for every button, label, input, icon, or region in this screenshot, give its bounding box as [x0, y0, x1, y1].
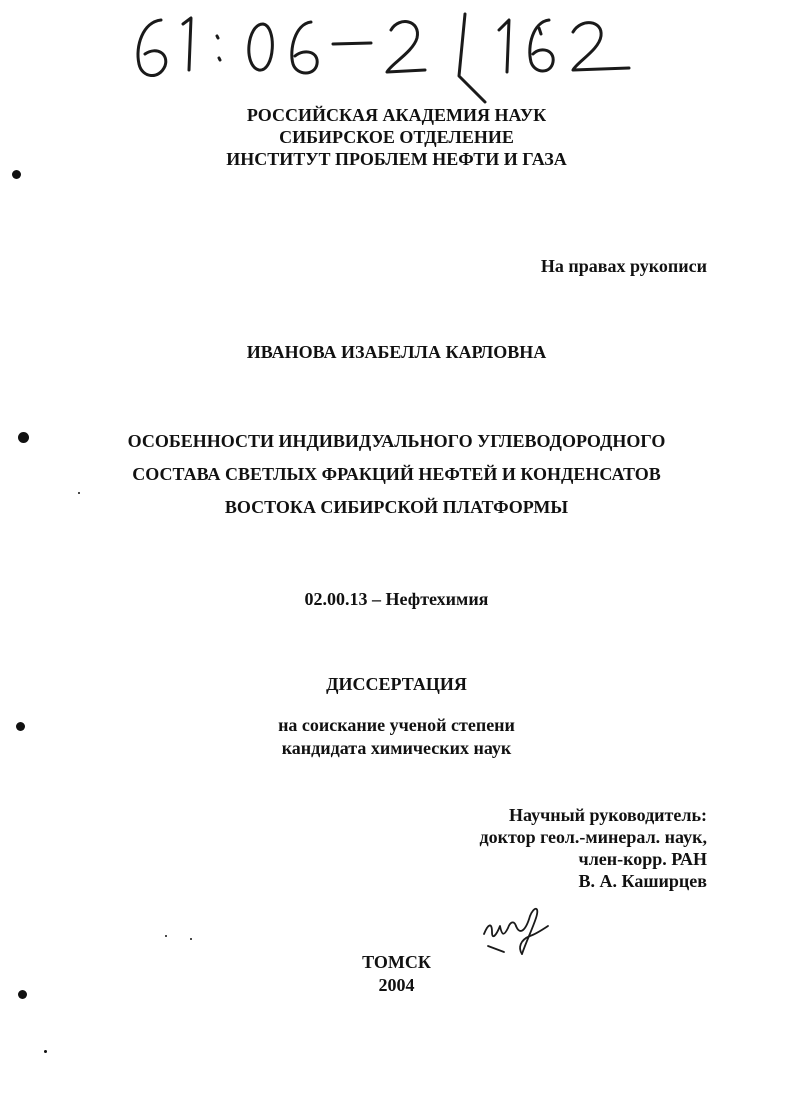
specialty-code: 02.00.13 – Нефтехимия [304, 589, 489, 609]
supervisor-line: Научный руководитель: [509, 805, 707, 825]
degree-line: кандидата химических наук [281, 738, 512, 758]
scan-speck [18, 990, 27, 999]
author-name: ИВАНОВА ИЗАБЕЛЛА КАРЛОВНА [246, 342, 547, 362]
supervisor-line: член-корр. РАН [578, 849, 707, 869]
degree-line: на соискание ученой степени [278, 715, 515, 735]
organization-line: ИНСТИТУТ ПРОБЛЕМ НЕФТИ И ГАЗА [226, 149, 567, 169]
year: 2004 [378, 975, 415, 995]
title-line: СОСТАВА СВЕТЛЫХ ФРАКЦИЙ НЕФТЕЙ И КОНДЕНСАТОВ [132, 464, 661, 484]
organization-header [0, 104, 793, 170]
title-line: ВОСТОКА СИБИРСКОЙ ПЛАТФОРМЫ [224, 497, 569, 517]
scan-speck [78, 492, 80, 494]
scan-speck [18, 432, 29, 443]
city-year [0, 951, 793, 997]
title-line: ОСОБЕННОСТИ ИНДИВИДУАЛЬНОГО УГЛЕВОДОРОДНОГО [127, 431, 666, 451]
organization-line: РОССИЙСКАЯ АКАДЕМИЯ НАУК [246, 105, 547, 125]
scan-speck [12, 170, 21, 179]
manuscript-rights: На правах рукописи [540, 256, 707, 276]
scan-speck [16, 722, 25, 731]
document-type: ДИССЕРТАЦИЯ [326, 674, 467, 694]
dissertation-title [0, 425, 793, 524]
city: ТОМСК [362, 952, 431, 972]
degree-statement [0, 714, 793, 760]
scan-speck [190, 938, 192, 940]
supervisor-block [480, 804, 707, 892]
organization-line: СИБИРСКОЕ ОТДЕЛЕНИЕ [279, 127, 514, 147]
scan-speck [165, 935, 167, 937]
supervisor-line: доктор геол.-минерал. наук, [479, 827, 707, 847]
supervisor-line: В. А. Каширцев [578, 871, 707, 891]
scan-speck [44, 1050, 47, 1053]
handwritten-archive-code [125, 6, 655, 106]
